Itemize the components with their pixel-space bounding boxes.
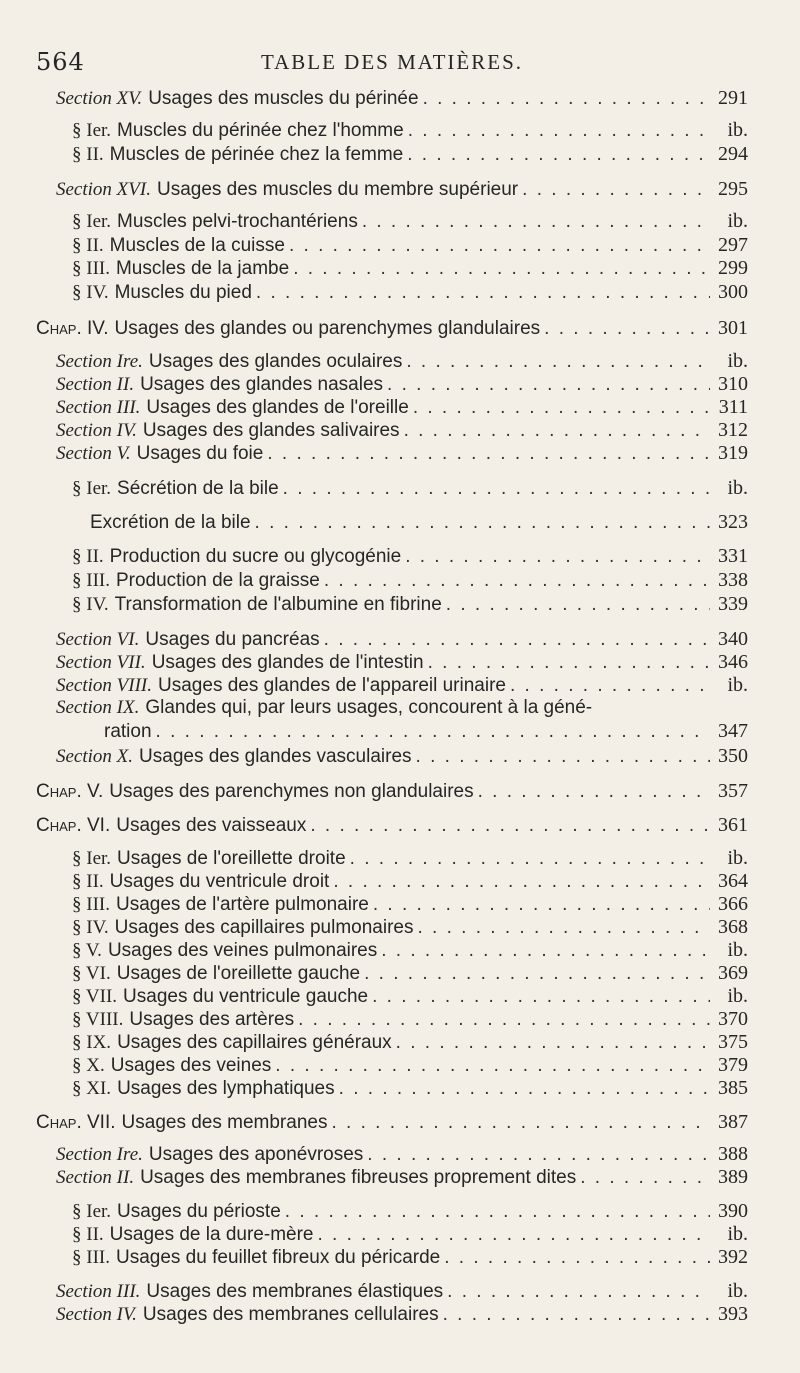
toc-entry: § III. Muscles de la jambe . . . 299 — [72, 257, 748, 279]
toc-entry: Section Ire. Usages des aponévroses . . . 388 — [56, 1143, 748, 1165]
toc-chapter: Chap. V. Usages des parenchymes non glandulaires . . . 357 — [36, 780, 748, 802]
toc-entry: Section Ire. Usages des glandes oculaires . . . ib. — [56, 350, 748, 372]
toc-entry: § III. Production de la graisse . . . 338 — [72, 569, 748, 591]
toc-entry: Section VIII. Usages des glandes de l'appareil urinaire . . . ib. — [56, 674, 748, 696]
toc-entry: § VI. Usages de l'oreillette gauche . . . 369 — [72, 962, 748, 984]
toc-entry: § II. Usages du ventricule droit . . . 364 — [72, 870, 748, 892]
toc-entry: § III. Usages du feuillet fibreux du péricarde . . . 392 — [72, 1246, 748, 1268]
toc-entry-continuation: ration . . . 347 — [104, 720, 748, 742]
toc-entry: § Ier. Muscles du périnée chez l'homme . . . ib. — [72, 119, 748, 141]
toc-entry: § Ier. Muscles pelvi-trochantériens . . . ib. — [72, 210, 748, 232]
toc-entry: Section V. Usages du foie . . . 319 — [56, 442, 748, 464]
toc-entry: § VII. Usages du ventricule gauche . . . ib. — [72, 985, 748, 1007]
toc-entry: § III. Usages de l'artère pulmonaire . . . 366 — [72, 893, 748, 915]
toc-chapter: Chap. VI. Usages des vaisseaux . . . 361 — [36, 814, 748, 836]
toc-entry: Section II. Usages des membranes fibreuses proprement dites . . . 389 — [56, 1166, 748, 1188]
toc-entry: Excrétion de la bile . . . 323 — [90, 511, 748, 533]
toc-entry: § IV. Muscles du pied . . . 300 — [72, 281, 748, 303]
toc-entry: § XI. Usages des lymphatiques . . . 385 — [72, 1077, 748, 1099]
toc-entry: Section III. Usages des glandes de l'oreille . . . 311 — [56, 396, 748, 418]
toc-entry: § Ier. Sécrétion de la bile . . . ib. — [72, 477, 748, 499]
toc-entry: Section IV. Usages des membranes cellulaires . . . 393 — [56, 1303, 748, 1325]
toc-entry: Section VI. Usages du pancréas . . . 340 — [56, 628, 748, 650]
toc-entry: § IV. Usages des capillaires pulmonaires . . . 368 — [72, 916, 748, 938]
running-title: TABLE DES MATIÈRES. — [260, 50, 524, 74]
toc-entry: Section VII. Usages des glandes de l'intestin . . . 346 — [56, 651, 748, 673]
toc-entry: Section X. Usages des glandes vasculaires . . . 350 — [56, 745, 748, 767]
toc-entry: § II. Usages de la dure-mère . . . ib. — [72, 1223, 748, 1245]
toc-chapter: Chap. VII. Usages des membranes . . . 387 — [36, 1111, 748, 1133]
toc-entry: § Ier. Usages du périoste . . . 390 — [72, 1200, 748, 1222]
toc-entry: Section IX. Glandes qui, par leurs usages, concourent à la géné- — [56, 697, 593, 718]
toc-entry: § VIII. Usages des artères . . . 370 — [72, 1008, 748, 1030]
toc-entry: § II. Muscles de la cuisse . . . 297 — [72, 234, 748, 256]
toc-entry: § II. Production du sucre ou glycogénie . . . 331 — [72, 545, 748, 567]
toc-entry: § IX. Usages des capillaires généraux . . . 375 — [72, 1031, 748, 1053]
toc-entry: § X. Usages des veines . . . 379 — [72, 1054, 748, 1076]
toc-entry: § Ier. Usages de l'oreillette droite . . . ib. — [72, 847, 748, 869]
toc-chapter: Chap. IV. Usages des glandes ou parenchymes glandulaires . . . 301 — [36, 317, 748, 339]
toc-entry: Section XVI. Usages des muscles du membre supérieur . . . 295 — [56, 178, 748, 200]
page-number: 564 — [36, 48, 85, 76]
toc-entry: Section XV. Usages des muscles du périnée . . . 291 — [56, 87, 748, 109]
toc-entry: Section IV. Usages des glandes salivaires . . . 312 — [56, 419, 748, 441]
toc-entry: § IV. Transformation de l'albumine en fibrine . . . 339 — [72, 593, 748, 615]
page-header — [36, 48, 748, 78]
toc-entry: Section II. Usages des glandes nasales . . . 310 — [56, 373, 748, 395]
toc-entry: § V. Usages des veines pulmonaires . . . ib. — [72, 939, 748, 961]
toc-entry: Section III. Usages des membranes élastiques . . . ib. — [56, 1280, 748, 1302]
toc-entry: § II. Muscles de périnée chez la femme . . . 294 — [72, 143, 748, 165]
